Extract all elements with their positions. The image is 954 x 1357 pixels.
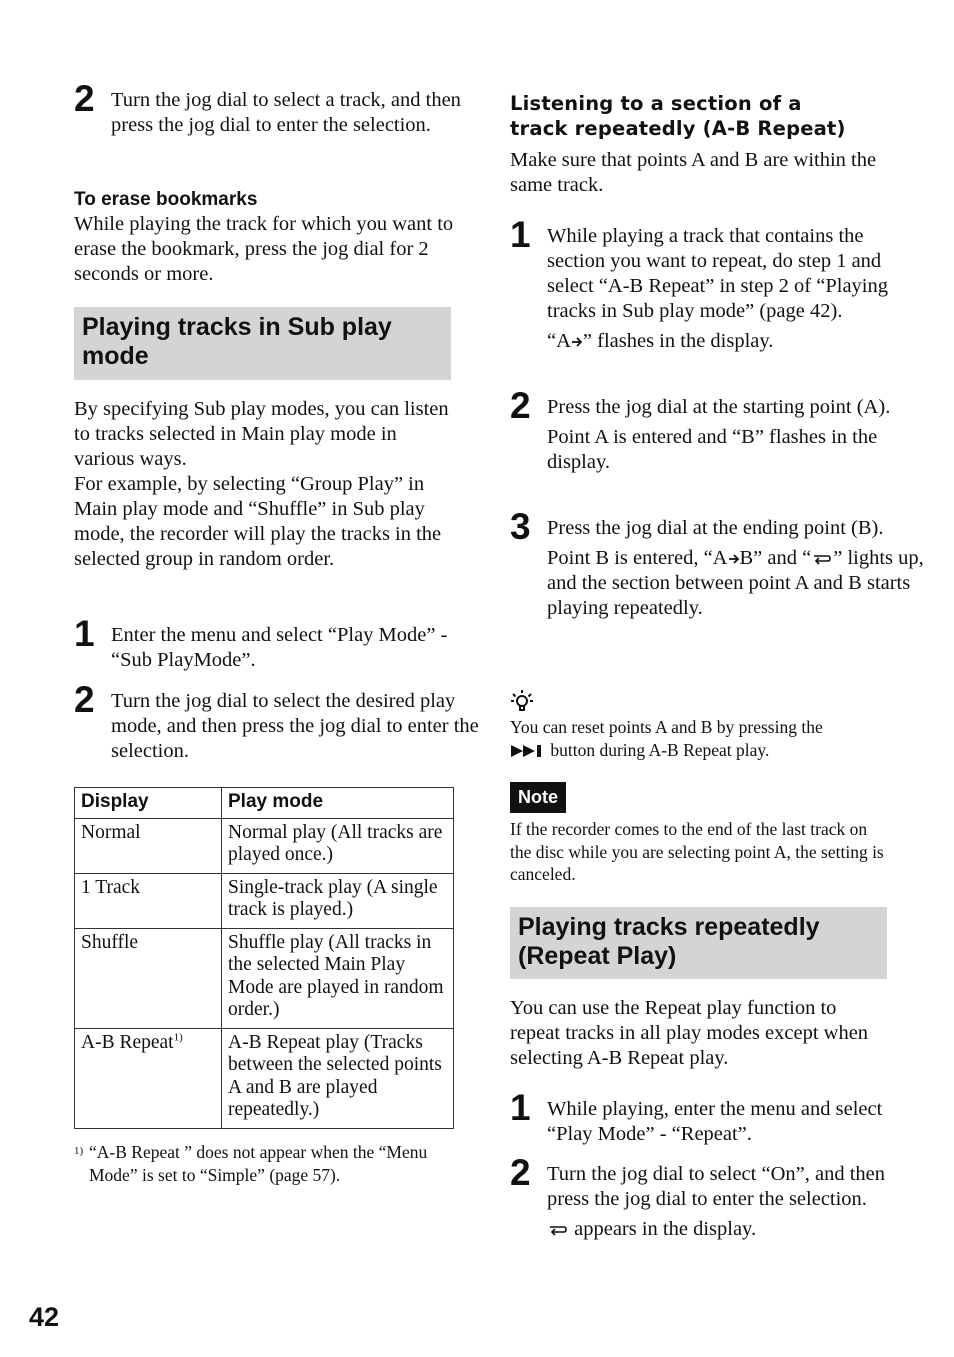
table-row [75,873,454,928]
cell-display: 1 Track [75,873,222,928]
step-result [547,1217,924,1242]
table-row [75,1028,454,1128]
erase-bookmarks-section [74,188,454,287]
step-2-sub-play [74,679,491,764]
ab-heading-line-2: track repeatedly (A-B Repeat) [510,116,846,140]
table-row [75,818,454,873]
repeat-step-2 [510,1152,924,1242]
cell-display: Shuffle [75,928,222,1028]
ab-step-2 [510,385,924,475]
cell-play-mode: Normal play (All tracks are played once.) [222,818,454,873]
header-display: Display [75,788,222,819]
header-play-mode: Play mode [222,788,454,819]
result-text-a: Point B is entered, “A [547,547,728,569]
step-text: Turn the jog dial to select the desired play mode, and then press the jog dial to enter the selection. [111,690,479,762]
result-text-b: ” flashes in the display. [582,330,774,352]
tip-text-b: button during A-B Repeat play. [550,739,770,760]
note-text: If the recorder comes to the end of the last track on the disc while you are selecting point A, the setting is canceled. [510,819,884,884]
tip-text [510,716,887,761]
step-text: Turn the jog dial to select a track, and then press the jog dial to enter the selection. [111,89,461,136]
cell-display [75,1028,222,1128]
repeat-step-1 [510,1087,924,1147]
sub-play-intro [74,397,454,572]
result-text-b: B” and “ [739,547,812,569]
step-text: While playing, enter the menu and select “Play Mode” - “Repeat”. [547,1098,883,1145]
step-result: Point A is entered and “B” flashes in the display. [547,426,878,473]
table-row [75,928,454,1028]
step-number: 2 [74,78,95,119]
repeat-icon [547,1223,569,1237]
note-label-wrap [510,782,566,813]
ab-heading-line-1: Listening to a section of a [510,92,802,115]
page-number: 42 [29,1302,60,1332]
repeat-play-banner: Playing tracks repeatedly (Repeat Play) [510,907,887,979]
arrow-right-icon [571,336,583,348]
step-result [547,329,924,354]
step-number: 1 [74,613,95,654]
erase-text: While playing the track for which you want to erase the bookmark, press the jog dial for 2 seconds or more. [74,213,454,285]
step-number: 3 [510,506,531,547]
ab-intro: Make sure that points A and B are within the same track. [510,149,877,196]
step-text: While playing a track that contains the section you want to repeat, do step 1 and select “A-B Repeat” in step 2 of “Playing tracks in Sub play mode” (page 42). [547,225,888,322]
table-header-row [75,788,454,819]
note-label: Note [510,782,566,813]
footnote-ref: 1) [173,1031,183,1043]
step-number: 1 [510,214,531,255]
footnote-text: “A-B Repeat ” does not appear when the “Menu Mode” is set to “Simple” (page 57). [89,1142,428,1185]
cell-play-mode: Single-track play (A single track is played.) [222,873,454,928]
next-track-icon [510,744,546,758]
intro-paragraph-1: By specifying Sub play modes, you can listen to tracks selected in Main play mode in various ways. [74,398,449,470]
step-number: 2 [510,1152,531,1193]
ab-step-3 [510,506,924,621]
hint-bulb-icon [510,688,534,714]
step-text: Enter the menu and select “Play Mode” - “Sub PlayMode”. [111,624,448,671]
cell-display-text: A-B Repeat [81,1031,174,1053]
step-number: 1 [510,1087,531,1128]
cell-play-mode: Shuffle play (All tracks in the selected Main Play Mode are played in random order.) [222,928,454,1028]
step-2-bookmark [74,78,491,138]
play-mode-table [74,787,454,1129]
step-1-sub-play [74,613,491,673]
repeat-intro: You can use the Repeat play function to repeat tracks in all play modes except when selecting A-B Repeat play. [510,997,869,1069]
step-text: Turn the jog dial to select “On”, and then press the jog dial to enter the selection. [547,1163,885,1210]
step-number: 2 [74,679,95,720]
tip-text-a: You can reset points A and B by pressing the [510,717,823,737]
step-result [547,546,924,621]
sub-play-banner: Playing tracks in Sub play mode [74,307,451,380]
step-text: Press the jog dial at the ending point (B). [547,517,884,539]
repeat-icon [811,552,833,566]
erase-heading: To erase bookmarks [74,189,258,210]
cell-display: Normal [75,818,222,873]
result-text-c: ” lights up, and the section between point A and B starts playing repeatedly. [547,547,924,619]
cell-play-mode: A-B Repeat play (Tracks between the selected points A and B are played repeatedly.) [222,1028,454,1128]
ab-repeat-heading [510,92,887,141]
result-text-a: “A [547,330,571,352]
ab-step-1 [510,214,924,354]
result-text: appears in the display. [574,1218,757,1240]
step-number: 2 [510,385,531,426]
intro-paragraph-2: For example, by selecting “Group Play” in Main play mode and “Shuffle” in Sub play mode, the recorder will play the tracks in the selected group in random order. [74,473,442,570]
step-text: Press the jog dial at the starting point (A). [547,396,891,418]
arrow-right-icon [728,553,740,565]
table-footnote: 1) “A-B Repeat ” does not appear when the “Menu Mode” is set to “Simple” (page 57). [74,1142,428,1185]
